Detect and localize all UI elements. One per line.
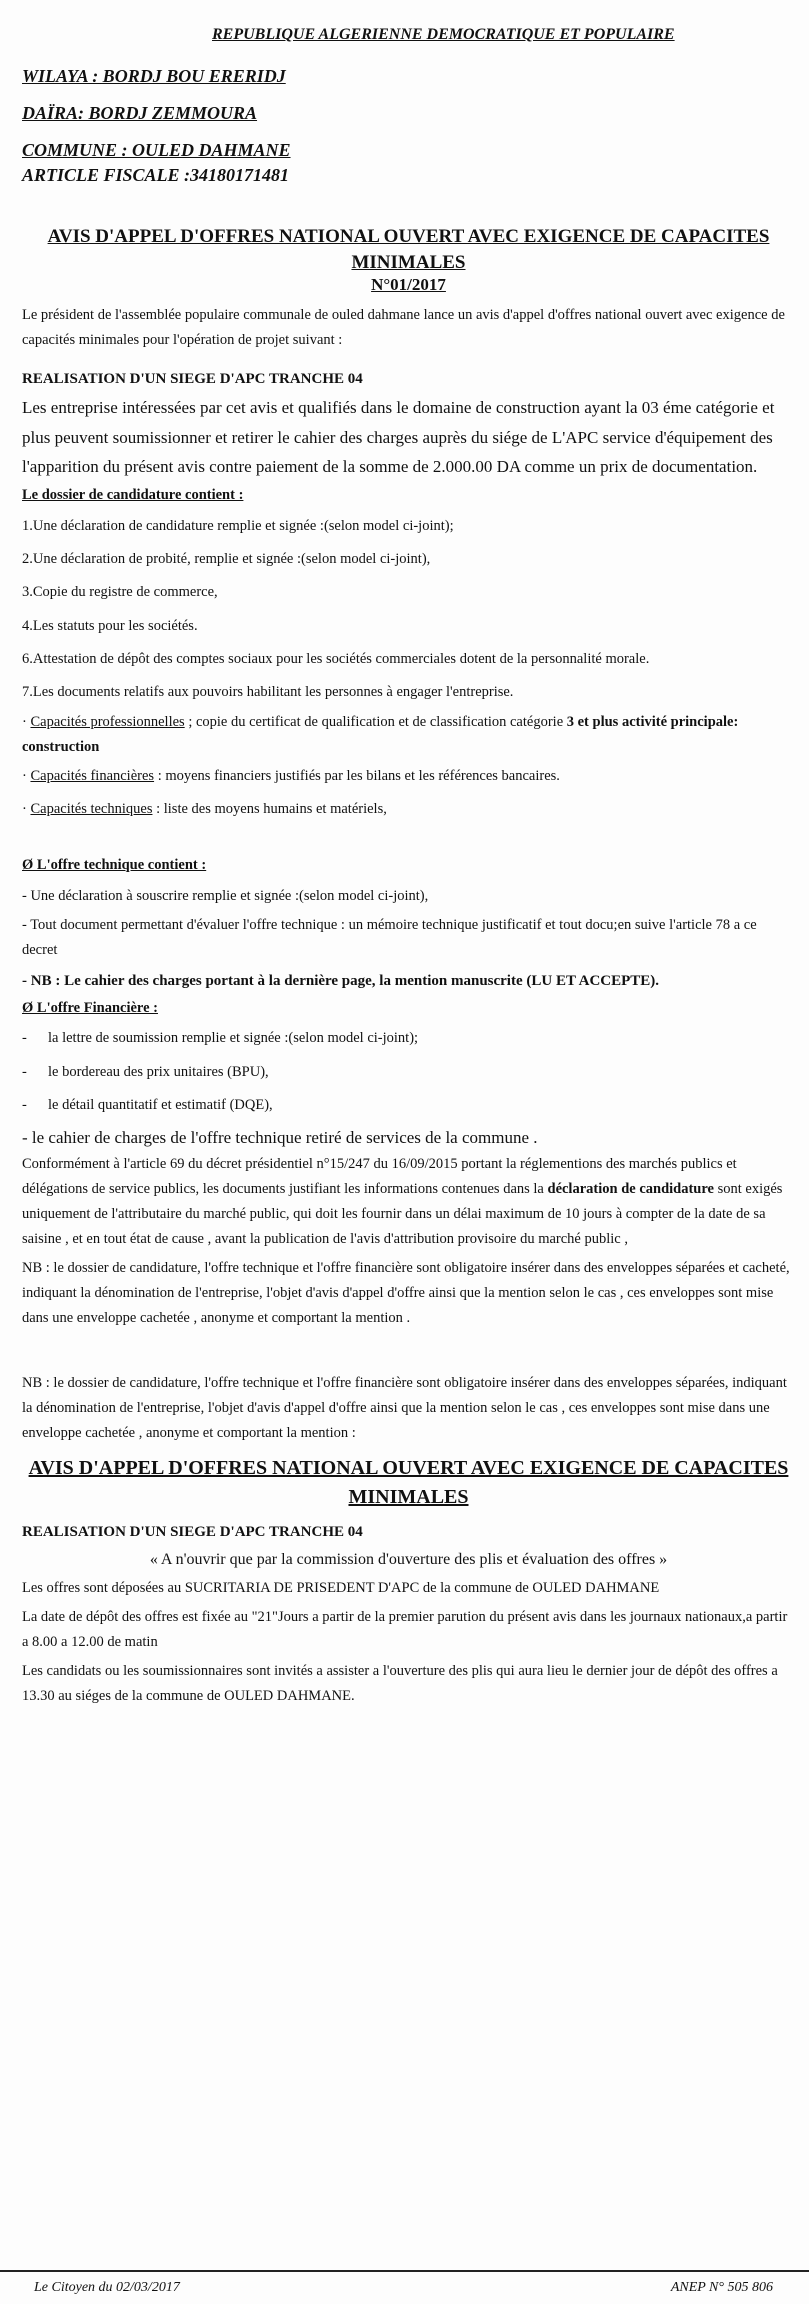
- wilaya-line: WILAYA : BORDJ BOU ERERIDJ: [22, 66, 286, 86]
- intro-paragraph: Le président de l'assemblée populaire communale de ouled dahmane lance un avis d'appel d'offres national ouvert avec exigence de capacités minimales pour l'opération de projet suivant :: [22, 307, 785, 349]
- cap-pro-text: ; copie du certificat de qualification et de classification catégorie: [184, 713, 564, 730]
- conformement-text-1: Conformément à l'article 69 du décret présidentiel n°15/247 du 16/09/2015 portant la réglementions des marchés publics et délégations de service publics, les documents justifiant les informations contenues dans la: [22, 1156, 737, 1198]
- daira-line: DAÏRA: BORDJ ZEMMOURA: [22, 103, 258, 123]
- dossier-item: 3.Copie du registre de commerce,: [22, 584, 218, 601]
- cahier-line: - le cahier de charges de l'offre technique retiré de services de la commune .: [22, 1127, 538, 1147]
- conformement-text-2: sont exigés uniquement de l'attributaire du marché public, qui doit les fournir dans un délai maximum de 10 jours à compter de la date de sa saisine , et en tout état de cause , avant la publication de l'avis d'attribution provisoire du marché public ,: [22, 1181, 783, 1248]
- technique-nb: - NB : Le cahier des charges portant à la dernière page, la mention manuscrite (LU ET ACCEPTE).: [22, 973, 660, 990]
- cap-fin-text: : moyens financiers justifiés par les bilans et les références bancaires.: [154, 767, 560, 784]
- capacites-financieres: · Capacités financières : moyens financiers justifiés par les bilans et les références bancaires.: [22, 767, 560, 784]
- dossier-item: 1.Une déclaration de candidature remplie et signée :(selon model ci-joint);: [22, 517, 454, 534]
- dossier-item: 2.Une déclaration de probité, remplie et signée :(selon model ci-joint),: [22, 551, 431, 568]
- page-footer: [0, 2270, 809, 2304]
- financiere-item-text: le détail quantitatif et estimatif (DQE),: [48, 1097, 273, 1114]
- dossier-item: 6.Attestation de dépôt des comptes sociaux pour les sociétés commerciales dotent de la personnalité morale.: [22, 651, 650, 668]
- notice-title: AVIS D'APPEL D'OFFRES NATIONAL OUVERT AVEC EXIGENCE DE CAPACITES MINIMALES: [47, 226, 770, 273]
- dossier-item: 4.Les statuts pour les sociétés.: [22, 617, 198, 634]
- notice-number: N°01/2017: [371, 275, 446, 295]
- capacites-techniques: · Capacités techniques : liste des moyens humains et matériels,: [22, 801, 387, 818]
- commune-line: COMMUNE : OULED DAHMANE: [22, 140, 291, 160]
- deposit-date: La date de dépôt des offres est fixée au "21"Jours a partir de la premier parution du présent avis dans les journaux nationaux,a partir a 8.00 a 12.00 de matin: [22, 1608, 788, 1650]
- footer-anep-number: ANEP N° 505 806: [670, 2280, 773, 2295]
- financiere-item: - le détail quantitatif et estimatif (DQE),: [22, 1097, 273, 1114]
- envelope-quote: « A n'ouvrir que par la commission d'ouverture des plis et évaluation des offres »: [149, 1551, 668, 1569]
- cap-pro-label: Capacités professionnelles: [30, 713, 185, 730]
- envelope-title: AVIS D'APPEL D'OFFRES NATIONAL OUVERT AVEC EXIGENCE DE CAPACITES MINIMALES: [28, 1456, 789, 1508]
- cap-tech-text: : liste des moyens humains et matériels,: [152, 801, 387, 818]
- technique-item: - Une déclaration à souscrire remplie et signée :(selon model ci-joint),: [22, 887, 429, 904]
- cap-fin-label: Capacités financières: [30, 767, 155, 784]
- deposit-line: Les offres sont déposées au SUCRITARIA DE PRISEDENT D'APC de la commune de OULED DAHMANE: [22, 1579, 660, 1596]
- financiere-item: - le bordereau des prix unitaires (BPU),: [22, 1063, 269, 1080]
- nb-paragraph-2: NB : le dossier de candidature, l'offre technique et l'offre financière sont obligatoire insérer dans des enveloppes séparées, indiquant la dénomination de l'entreprise, l'objet d'avis d'appel d'offre ainsi que la mention selon le cas , ces enveloppes sont mise dans une enveloppe cachetée , anonyme et comportant la mention :: [22, 1374, 787, 1441]
- dossier-item: 7.Les documents relatifs aux pouvoirs habilitant les personnes à engager l'entreprise.: [22, 684, 514, 701]
- article-fiscale-line: ARTICLE FISCALE :34180171481: [22, 165, 290, 185]
- republic-header: REPUBLIQUE ALGERIENNE DEMOCRATIQUE ET POPULAIRE: [212, 26, 675, 43]
- dossier-heading: Le dossier de candidature contient :: [22, 487, 244, 504]
- conformement-bold: déclaration de candidature: [547, 1181, 714, 1198]
- conformement-paragraph: [22, 1152, 795, 1252]
- eligibility-paragraph: Les entreprise intéressées par cet avis et qualifiés dans le domaine de construction ayant la 03 éme catégorie et plus peuvent soumissionner et retirer le cahier des charges auprès du siége de L'APC service d'équipement des l'apparition du présent avis contre paiement de la somme de 2.000.00 DA comme un prix de documentation.: [22, 397, 775, 477]
- cap-tech-label: Capacités techniques: [30, 801, 153, 818]
- financiere-item: - la lettre de soumission remplie et signée :(selon model ci-joint);: [22, 1030, 419, 1047]
- financiere-item-text: la lettre de soumission remplie et signée :(selon model ci-joint);: [48, 1030, 419, 1047]
- project-name: REALISATION D'UN SIEGE D'APC TRANCHE 04: [22, 371, 363, 388]
- financiere-heading: Ø L'offre Financière :: [22, 999, 158, 1016]
- cap-pro-bold: 3 et plus activité principale: construction: [22, 713, 739, 755]
- nb-paragraph-1: NB : le dossier de candidature, l'offre technique et l'offre financière sont obligatoire insérer dans des enveloppes séparées et cacheté, indiquant la dénomination de l'entreprise, l'objet d'avis d'appel d'offre ainsi que la mention selon le cas , ces enveloppes sont mise dans une enveloppe cachetée , anonyme et comportant la mention .: [22, 1260, 790, 1326]
- technique-item: - Tout document permettant d'évaluer l'offre technique : un mémoire technique justificatif et tout docu;en suive l'article 78 a ce decret: [22, 917, 757, 959]
- technique-heading: Ø L'offre technique contient :: [22, 857, 207, 874]
- opening-info: Les candidats ou les soumissionnaires sont invités a assister a l'ouverture des plis qui aura lieu le dernier jour de dépôt des offres a 13.30 au siéges de la commune de OULED DAHMANE.: [22, 1662, 778, 1704]
- envelope-project: REALISATION D'UN SIEGE D'APC TRANCHE 04: [22, 1523, 363, 1540]
- footer-source: Le Citoyen du 02/03/2017: [34, 2280, 180, 2295]
- capacites-professionnelles: · Capacités professionnelles ; copie du certificat de qualification et de classification catégorie 3 et plus activité principale: construction: [22, 713, 739, 755]
- financiere-item-text: le bordereau des prix unitaires (BPU),: [48, 1063, 269, 1080]
